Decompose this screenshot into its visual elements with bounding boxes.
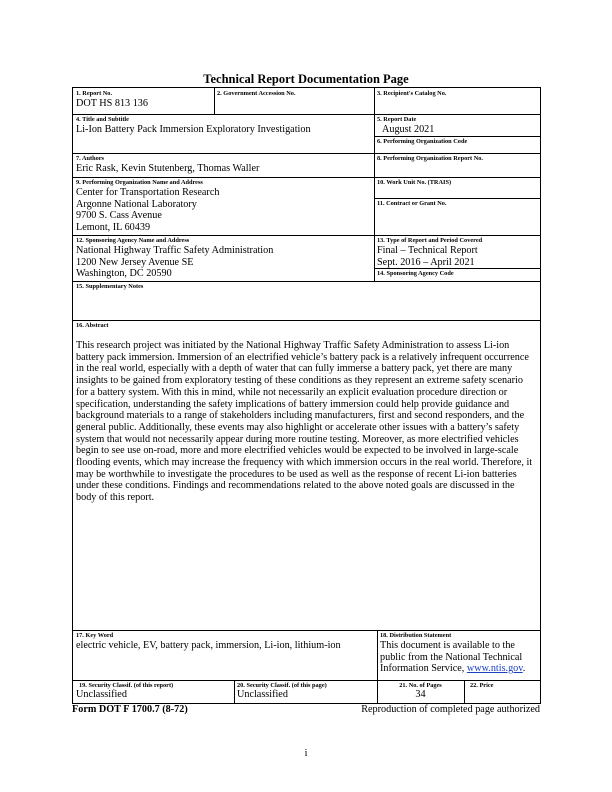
no-pages-value: 34 — [415, 689, 426, 700]
performing-org-line: Lemont, IL 60439 — [76, 221, 151, 233]
report-type-label: 13. Type of Report and Period Covered — [377, 237, 483, 244]
reproduction-note: Reproduction of completed page authorized — [361, 704, 540, 715]
report-date-value: August 2021 — [382, 124, 435, 135]
no-pages-label: 21. No. of Pages — [399, 682, 442, 689]
no-pages-cell — [377, 680, 464, 703]
report-date-cell — [374, 114, 540, 136]
gov-accession-cell — [214, 88, 374, 114]
price-label: 22. Price — [470, 682, 494, 689]
sponsoring-agency-line: Washington, DC 20590 — [76, 268, 172, 280]
report-type-line: Final – Technical Report — [377, 245, 478, 256]
performing-org-code-cell — [374, 136, 540, 153]
security-page-cell — [234, 680, 377, 703]
work-unit-cell — [374, 177, 540, 198]
performing-org-report-no-cell — [374, 153, 540, 177]
abstract-cell — [73, 320, 540, 630]
distribution-end: . — [522, 663, 526, 675]
form-id: Form DOT F 1700.7 (8-72) — [72, 704, 188, 715]
sponsoring-agency-line: National Highway Traffic Safety Administration — [76, 245, 274, 256]
performing-org-line: Center for Transportation Research — [76, 187, 220, 198]
title-subtitle-cell — [73, 114, 374, 153]
authors-value: Eric Rask, Kevin Stutenberg, Thomas Waller — [76, 163, 260, 174]
sponsoring-agency-cell — [73, 235, 374, 281]
report-no-cell — [73, 88, 214, 114]
abstract-label: 16. Abstract — [76, 322, 109, 329]
title-subtitle-value: Li-Ion Battery Pack Immersion Exploratory Investigation — [76, 124, 311, 135]
security-page-value: Unclassified — [237, 689, 288, 700]
security-report-label: 19. Security Classif. (of this report) — [79, 682, 174, 689]
sponsoring-agency-code-label: 14. Sponsoring Agency Code — [377, 270, 454, 277]
authors-label: 7. Authors — [76, 155, 104, 162]
performing-org-name-cell — [73, 177, 374, 235]
performing-org-line: 9700 S. Cass Avenue — [76, 210, 162, 222]
performing-org-report-no-label: 8. Performing Organization Report No. — [377, 155, 483, 162]
title-subtitle-label: 4. Title and Subtitle — [76, 116, 129, 123]
supplementary-notes-cell — [73, 281, 540, 320]
work-unit-label: 10. Work Unit No. (TRAIS) — [377, 179, 452, 186]
sponsoring-agency-line: 1200 New Jersey Avenue SE — [76, 256, 194, 268]
performing-org-name-label: 9. Performing Organization Name and Address — [76, 179, 203, 186]
distribution-statement — [380, 640, 540, 675]
performing-org-line: Argonne National Laboratory — [76, 198, 197, 210]
report-type-line: Sept. 2016 – April 2021 — [377, 256, 475, 268]
performing-org-code-label: 6. Performing Organization Code — [377, 138, 468, 145]
gov-accession-label: 2. Government Accession No. — [217, 90, 296, 97]
report-date-label: 5. Report Date — [377, 116, 417, 123]
security-report-value: Unclassified — [76, 689, 127, 700]
authors-cell — [73, 153, 374, 177]
sponsoring-agency-label: 12. Sponsoring Agency Name and Address — [76, 237, 190, 244]
price-cell — [464, 680, 540, 703]
recipient-catalog-cell — [374, 88, 540, 114]
recipient-catalog-label: 3. Recipient's Catalog No. — [377, 90, 447, 97]
report-no-value: DOT HS 813 136 — [76, 98, 148, 109]
sponsoring-agency-code-cell — [374, 268, 540, 281]
distribution-label: 18. Distribution Statement — [380, 632, 452, 639]
key-word-label: 17. Key Word — [76, 632, 114, 639]
security-page-label: 20. Security Classif. (of this page) — [237, 682, 327, 689]
distribution-text: This document is available to the public from the National Technical Information Service, — [380, 640, 523, 675]
security-report-cell — [73, 680, 234, 703]
supplementary-notes-label: 15. Supplementary Notes — [76, 283, 144, 290]
page-title: Technical Report Documentation Page — [203, 72, 409, 86]
contract-grant-label: 11. Contract or Grant No. — [377, 200, 447, 207]
key-word-cell — [73, 630, 377, 680]
key-word-value: electric vehicle, EV, battery pack, immersion, Li-ion, lithium-ion — [76, 640, 341, 651]
ntis-link[interactable]: www.ntis.gov — [466, 663, 523, 675]
contract-grant-cell — [374, 198, 540, 235]
report-no-label: 1. Report No. — [76, 90, 113, 97]
abstract-text: This research project was initiated by the National Highway Traffic Safety Administration to assess Li-ion battery pack immersion. Immersion of an electrified vehicle’s battery pack is a relatively infrequent occurrence in the real world, especially with a depth of water that can fully immerse a battery pack, yet there are many insights to be gained from exploratory testing of these conditions as they represent an extreme safety scenario for a battery system. With this in mind, while not necessarily an explicit evaluation procedure direction or specification, understanding the safety implications of battery immersion could help provide guidance and background materials to a range of stakeholders including manufacturers, first and second responders, and the general public. Additionally, these events may also highlight or accelerate other issues with a battery’s safety system that would not necessarily appear during more routine testing. Moreover, as more electrified vehicles begin to see use on-road, more and more electrified vehicles would be expected to be involved in large-scale flooding events, which may increase the frequency with which immersion occurs in the real world. Therefore, it may be worthwhile to investigate the procedures to be used as well as the response of recent Li-ion batteries under these conditions. Findings and recommendations related to the above noted goals are discussed in the body of this report. — [76, 340, 533, 504]
report-type-cell — [374, 235, 540, 268]
report-documentation-form — [72, 87, 541, 704]
page-number: i — [304, 748, 308, 759]
distribution-cell — [377, 630, 540, 680]
